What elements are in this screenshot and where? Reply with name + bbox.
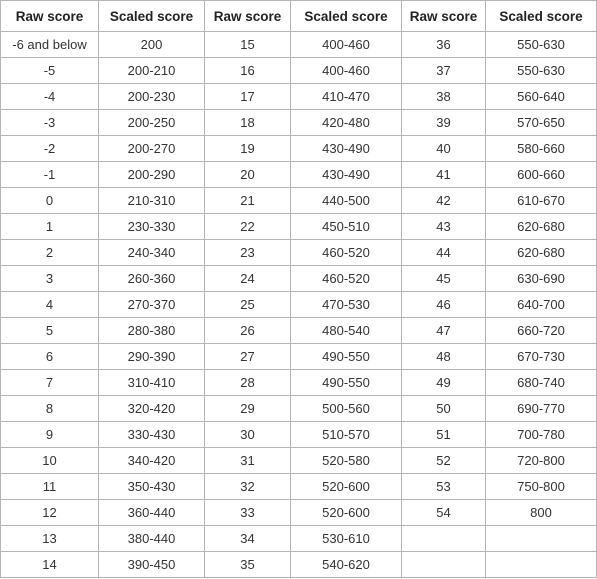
scaled-score-cell: 200-250 <box>99 110 205 136</box>
raw-score-cell: 18 <box>205 110 291 136</box>
table-row <box>1 318 597 344</box>
raw-score-cell: -3 <box>1 110 99 136</box>
raw-score-cell: 33 <box>205 500 291 526</box>
scaled-score-cell: 320-420 <box>99 396 205 422</box>
scaled-score-cell: 500-560 <box>291 396 402 422</box>
scaled-score-cell: 200-210 <box>99 58 205 84</box>
table-body <box>1 32 597 578</box>
raw-score-cell: 41 <box>402 162 486 188</box>
scaled-score-cell: 460-520 <box>291 240 402 266</box>
scaled-score-cell: 400-460 <box>291 58 402 84</box>
raw-score-cell: 4 <box>1 292 99 318</box>
raw-score-cell: 29 <box>205 396 291 422</box>
scaled-score-cell: 400-460 <box>291 32 402 58</box>
raw-score-cell: 31 <box>205 448 291 474</box>
table-row <box>1 370 597 396</box>
scaled-score-cell: 720-800 <box>486 448 597 474</box>
table-header-row <box>1 1 597 32</box>
scaled-score-cell: 560-640 <box>486 84 597 110</box>
raw-score-cell: 13 <box>1 526 99 552</box>
raw-score-cell: 26 <box>205 318 291 344</box>
scaled-score-cell: 520-600 <box>291 474 402 500</box>
raw-score-cell: 23 <box>205 240 291 266</box>
table-row <box>1 110 597 136</box>
scaled-score-cell: 550-630 <box>486 32 597 58</box>
raw-score-cell: 40 <box>402 136 486 162</box>
raw-score-cell: 19 <box>205 136 291 162</box>
scaled-score-cell: 350-430 <box>99 474 205 500</box>
raw-score-cell: 11 <box>1 474 99 500</box>
table-row <box>1 266 597 292</box>
scaled-score-cell: 340-420 <box>99 448 205 474</box>
scaled-score-cell: 680-740 <box>486 370 597 396</box>
scaled-score-cell <box>486 552 597 578</box>
scaled-score-cell: 430-490 <box>291 136 402 162</box>
scaled-score-cell: 750-800 <box>486 474 597 500</box>
raw-score-cell: 35 <box>205 552 291 578</box>
table-row <box>1 344 597 370</box>
raw-score-cell: -1 <box>1 162 99 188</box>
raw-score-cell: -5 <box>1 58 99 84</box>
raw-score-cell: 43 <box>402 214 486 240</box>
scaled-score-cell: 460-520 <box>291 266 402 292</box>
scaled-score-cell: 670-730 <box>486 344 597 370</box>
scaled-score-cell: 270-370 <box>99 292 205 318</box>
raw-score-cell: 10 <box>1 448 99 474</box>
raw-score-cell: 27 <box>205 344 291 370</box>
scaled-score-cell: 310-410 <box>99 370 205 396</box>
table-row <box>1 84 597 110</box>
scaled-score-cell: 200-290 <box>99 162 205 188</box>
raw-score-cell: 34 <box>205 526 291 552</box>
scaled-score-cell: 380-440 <box>99 526 205 552</box>
raw-score-cell: 46 <box>402 292 486 318</box>
raw-score-cell: 30 <box>205 422 291 448</box>
raw-score-cell: 20 <box>205 162 291 188</box>
table-row <box>1 240 597 266</box>
scaled-score-cell: 640-700 <box>486 292 597 318</box>
raw-score-cell: 32 <box>205 474 291 500</box>
scaled-score-cell: 800 <box>486 500 597 526</box>
header-raw-score-2: Raw score <box>205 1 291 32</box>
header-raw-score-1: Raw score <box>1 1 99 32</box>
table-row <box>1 58 597 84</box>
raw-score-cell: 0 <box>1 188 99 214</box>
raw-score-cell: 36 <box>402 32 486 58</box>
scaled-score-cell: 570-650 <box>486 110 597 136</box>
raw-score-cell: 7 <box>1 370 99 396</box>
table-row <box>1 552 597 578</box>
scaled-score-cell: 490-550 <box>291 344 402 370</box>
scaled-score-cell: 490-550 <box>291 370 402 396</box>
raw-score-cell: 6 <box>1 344 99 370</box>
scaled-score-cell: 510-570 <box>291 422 402 448</box>
table-row <box>1 474 597 500</box>
scaled-score-cell: 660-720 <box>486 318 597 344</box>
table-row <box>1 292 597 318</box>
scaled-score-cell: 240-340 <box>99 240 205 266</box>
scaled-score-cell: 360-440 <box>99 500 205 526</box>
scaled-score-cell: 520-600 <box>291 500 402 526</box>
scaled-score-cell: 520-580 <box>291 448 402 474</box>
raw-score-cell: 8 <box>1 396 99 422</box>
scaled-score-cell: 480-540 <box>291 318 402 344</box>
scaled-score-cell: 410-470 <box>291 84 402 110</box>
scaled-score-cell <box>486 526 597 552</box>
scaled-score-cell: 540-620 <box>291 552 402 578</box>
raw-score-cell: 24 <box>205 266 291 292</box>
raw-score-cell: 48 <box>402 344 486 370</box>
table-row <box>1 162 597 188</box>
raw-score-cell: 45 <box>402 266 486 292</box>
scaled-score-cell: 420-480 <box>291 110 402 136</box>
scaled-score-cell: 610-670 <box>486 188 597 214</box>
scaled-score-cell: 550-630 <box>486 58 597 84</box>
scaled-score-cell: 260-360 <box>99 266 205 292</box>
scaled-score-cell: 290-390 <box>99 344 205 370</box>
raw-score-cell: 15 <box>205 32 291 58</box>
raw-score-cell: 12 <box>1 500 99 526</box>
raw-score-cell: 21 <box>205 188 291 214</box>
raw-score-cell: 5 <box>1 318 99 344</box>
raw-score-cell: 16 <box>205 58 291 84</box>
raw-score-cell: 51 <box>402 422 486 448</box>
raw-score-cell: 25 <box>205 292 291 318</box>
scaled-score-cell: 580-660 <box>486 136 597 162</box>
raw-score-cell: 28 <box>205 370 291 396</box>
scaled-score-cell: 450-510 <box>291 214 402 240</box>
raw-score-cell: 38 <box>402 84 486 110</box>
table-row <box>1 396 597 422</box>
scaled-score-cell: 620-680 <box>486 240 597 266</box>
raw-score-cell: 9 <box>1 422 99 448</box>
table-row <box>1 526 597 552</box>
scaled-score-cell: 430-490 <box>291 162 402 188</box>
table-row <box>1 214 597 240</box>
raw-score-cell: 1 <box>1 214 99 240</box>
scaled-score-cell: 690-770 <box>486 396 597 422</box>
raw-score-cell: 44 <box>402 240 486 266</box>
raw-score-cell: 37 <box>402 58 486 84</box>
header-raw-score-3: Raw score <box>402 1 486 32</box>
scaled-score-cell: 280-380 <box>99 318 205 344</box>
scaled-score-cell: 390-450 <box>99 552 205 578</box>
table-row <box>1 422 597 448</box>
scaled-score-cell: 440-500 <box>291 188 402 214</box>
scaled-score-cell: 530-610 <box>291 526 402 552</box>
header-scaled-score-1: Scaled score <box>99 1 205 32</box>
raw-score-cell: 3 <box>1 266 99 292</box>
scaled-score-cell: 200-270 <box>99 136 205 162</box>
raw-score-cell: 50 <box>402 396 486 422</box>
scaled-score-cell: 230-330 <box>99 214 205 240</box>
scaled-score-cell: 700-780 <box>486 422 597 448</box>
scaled-score-cell: 330-430 <box>99 422 205 448</box>
scaled-score-cell: 200-230 <box>99 84 205 110</box>
raw-score-cell: 39 <box>402 110 486 136</box>
scaled-score-cell: 630-690 <box>486 266 597 292</box>
table-row <box>1 188 597 214</box>
scaled-score-cell: 470-530 <box>291 292 402 318</box>
header-scaled-score-3: Scaled score <box>486 1 597 32</box>
scaled-score-cell: 620-680 <box>486 214 597 240</box>
raw-score-cell: 22 <box>205 214 291 240</box>
scaled-score-cell: 210-310 <box>99 188 205 214</box>
raw-score-cell <box>402 526 486 552</box>
raw-score-cell: 2 <box>1 240 99 266</box>
raw-score-cell: 49 <box>402 370 486 396</box>
raw-score-cell: 53 <box>402 474 486 500</box>
table-row <box>1 32 597 58</box>
table-row <box>1 500 597 526</box>
raw-score-cell: 14 <box>1 552 99 578</box>
scaled-score-cell: 200 <box>99 32 205 58</box>
raw-score-cell: 54 <box>402 500 486 526</box>
raw-score-cell: -2 <box>1 136 99 162</box>
scaled-score-cell: 600-660 <box>486 162 597 188</box>
raw-score-cell: 47 <box>402 318 486 344</box>
table-row <box>1 136 597 162</box>
raw-score-cell: -4 <box>1 84 99 110</box>
raw-score-cell: 52 <box>402 448 486 474</box>
table-row <box>1 448 597 474</box>
raw-score-cell: 42 <box>402 188 486 214</box>
header-scaled-score-2: Scaled score <box>291 1 402 32</box>
raw-score-cell: 17 <box>205 84 291 110</box>
raw-score-cell <box>402 552 486 578</box>
raw-score-cell: -6 and below <box>1 32 99 58</box>
